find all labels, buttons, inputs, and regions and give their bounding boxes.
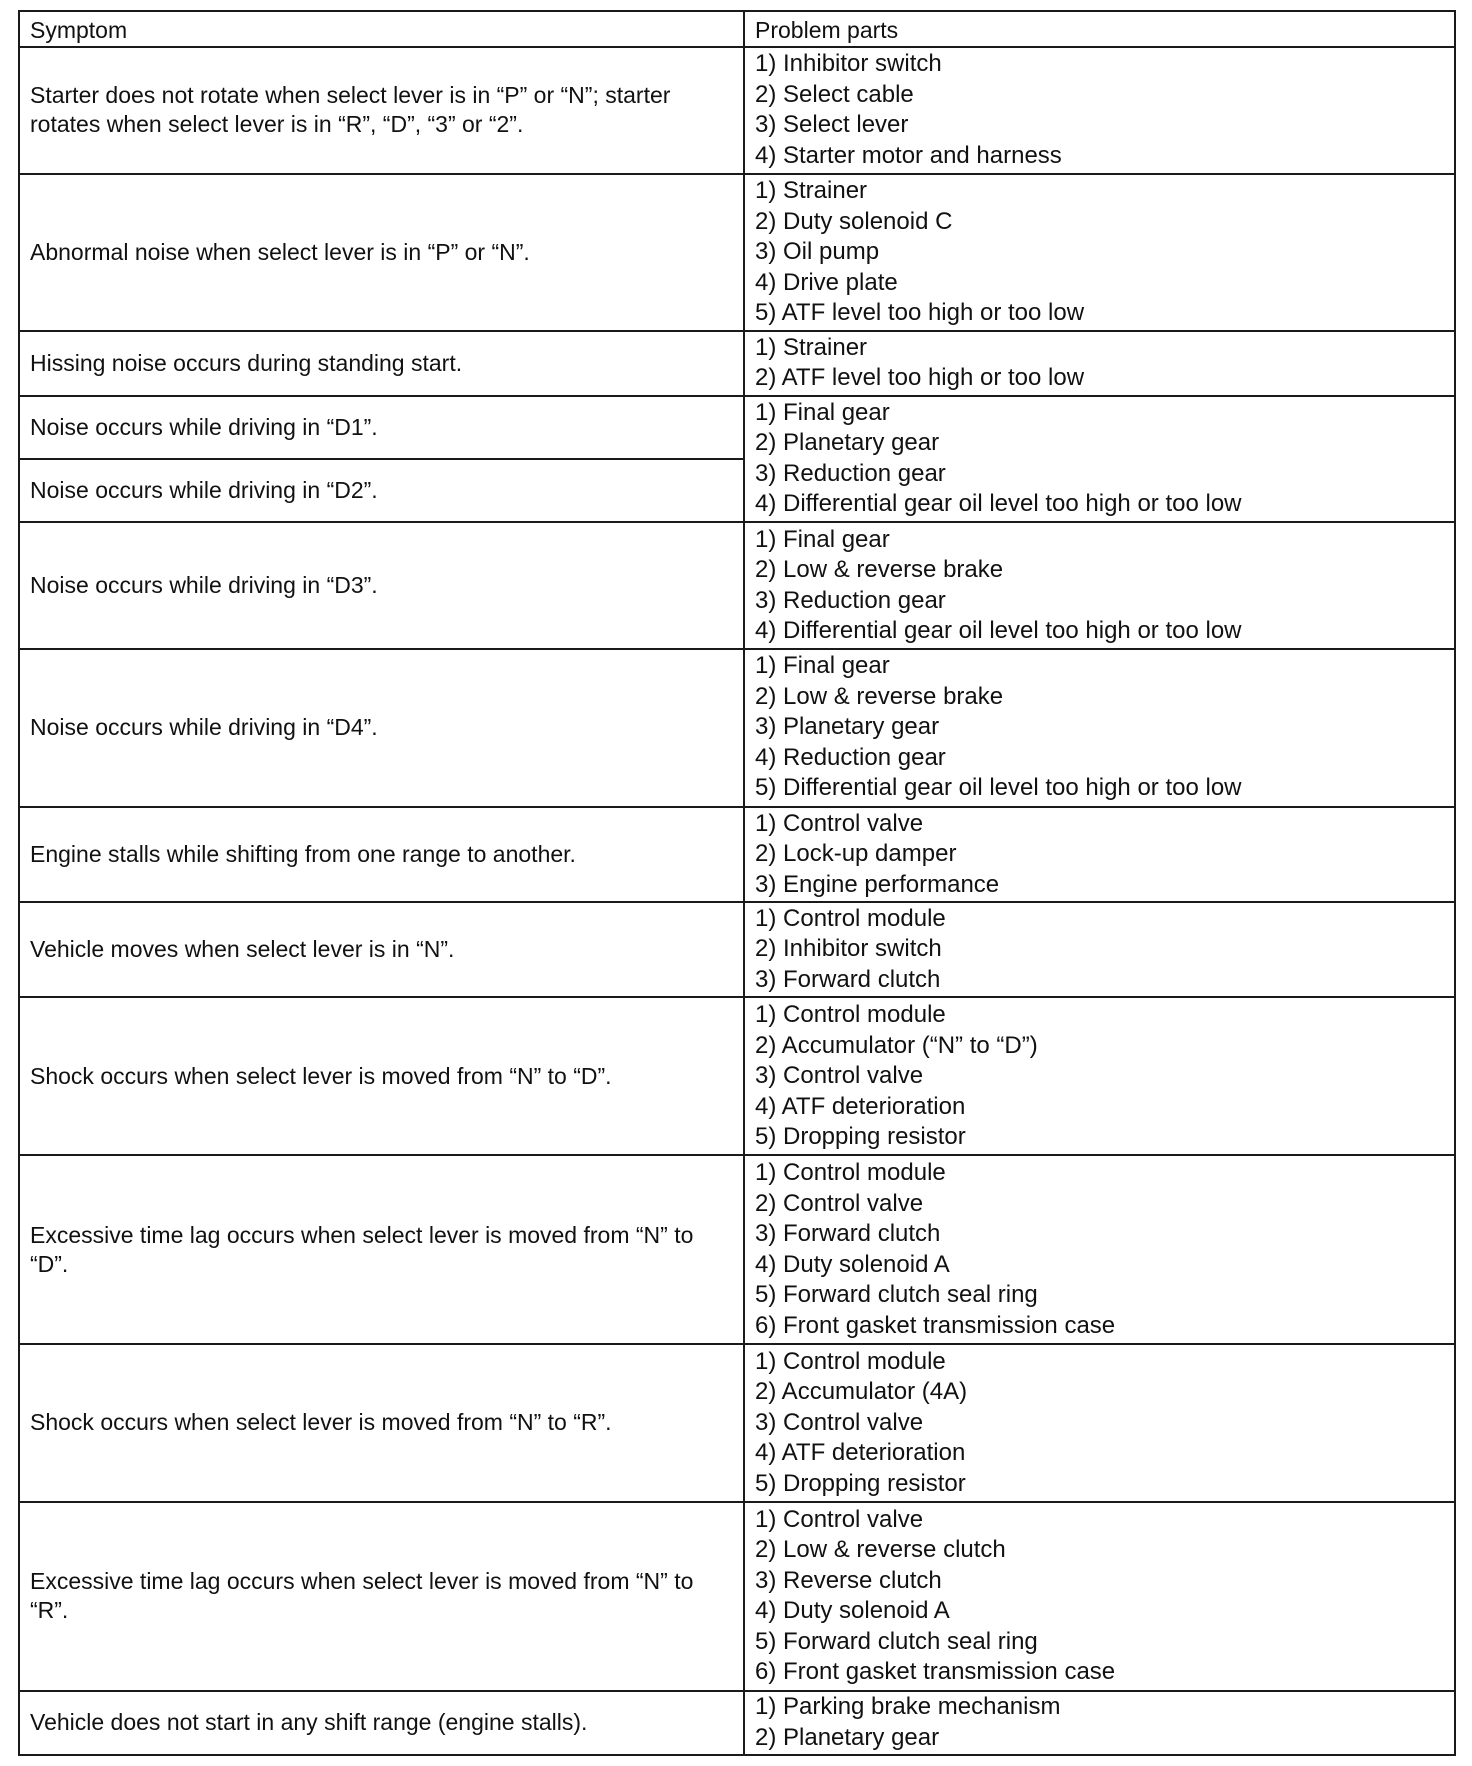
problem-part-item: 1) Control valve (755, 809, 924, 837)
table-row (19, 807, 1455, 902)
problem-part-item: 1) Control module (755, 904, 946, 932)
table-row (19, 331, 1455, 395)
table-row (19, 174, 1455, 332)
symptom-table (18, 10, 1456, 1756)
problem-part-item: 4) ATF deterioration (755, 1439, 966, 1467)
problem-part-item: 3) Forward clutch (755, 1220, 941, 1248)
symptom-text: Excessive time lag occurs when select lever is moved from “N” to “R”. (30, 1568, 694, 1624)
troubleshooting-document (18, 10, 1454, 1756)
problem-part-item: 5) Forward clutch seal ring (755, 1627, 1038, 1655)
symptom-text: Vehicle moves when select lever is in “N”. (30, 936, 455, 963)
problem-parts-cell (744, 396, 1455, 523)
problem-part-item: 2) Duty solenoid C (755, 207, 953, 235)
symptom-cell (19, 1344, 744, 1502)
symptom-cell (19, 807, 744, 902)
problem-parts-cell (744, 1691, 1455, 1755)
problem-part-item: 2) Planetary gear (755, 1723, 940, 1751)
problem-part-item: 3) Reverse clutch (755, 1566, 942, 1594)
problem-parts-cell (744, 1344, 1455, 1502)
symptom-cell (19, 1502, 744, 1691)
problem-part-item: 2) Planetary gear (755, 429, 940, 457)
problem-part-item: 3) Planetary gear (755, 713, 940, 741)
problem-part-item: 2) Accumulator (“N” to “D”) (755, 1031, 1038, 1059)
symptom-text: Engine stalls while shifting from one range to another. (30, 840, 576, 867)
symptom-cell (19, 522, 744, 649)
table-row (19, 1344, 1455, 1502)
problem-parts-cell (744, 997, 1455, 1155)
problem-part-item: 2) Low & reverse brake (755, 682, 1004, 710)
symptom-cell (19, 649, 744, 807)
problem-part-item: 1) Final gear (755, 652, 890, 680)
table-row (19, 47, 1455, 174)
problem-part-item: 2) Lock-up damper (755, 840, 957, 867)
problem-part-item: 2) Control valve (755, 1189, 924, 1217)
problem-part-item: 3) Engine performance (755, 870, 1000, 898)
problem-part-item: 3) Control valve (755, 1408, 924, 1436)
table-row (19, 1155, 1455, 1344)
problem-part-item: 1) Control valve (755, 1505, 924, 1533)
symptom-cell (19, 902, 744, 997)
problem-parts-cell (744, 902, 1455, 997)
symptom-text: Noise occurs while driving in “D1”. (30, 413, 378, 440)
symptom-text: Noise occurs while driving in “D3”. (30, 572, 378, 599)
symptom-text: Shock occurs when select lever is moved from “N” to “D”. (30, 1062, 612, 1089)
symptom-text: Noise occurs while driving in “D2”. (30, 477, 378, 504)
problem-part-item: 4) Duty solenoid A (755, 1597, 950, 1625)
problem-part-item: 6) Front gasket transmission case (755, 1658, 1116, 1686)
problem-part-item: 3) Forward clutch (755, 965, 941, 993)
problem-part-item: 2) Accumulator (4A) (755, 1378, 968, 1406)
symptom-cell (19, 174, 744, 332)
table-row (19, 396, 1455, 459)
symptom-text: Hissing noise occurs during standing start. (30, 349, 463, 376)
table-header-row (19, 11, 1455, 47)
symptom-text: Excessive time lag occurs when select lever is moved from “N” to “D”. (30, 1221, 694, 1277)
problem-parts-cell (744, 331, 1455, 395)
problem-part-item: 3) Control valve (755, 1062, 924, 1090)
problem-part-item: 1) Strainer (755, 177, 868, 205)
problem-part-item: 3) Reduction gear (755, 459, 946, 487)
problem-part-item: 5) Dropping resistor (755, 1123, 966, 1151)
problem-part-item: 1) Inhibitor switch (755, 50, 942, 78)
symptom-cell (19, 459, 744, 522)
problem-part-item: 2) Low & reverse clutch (755, 1536, 1006, 1564)
problem-parts-cell (744, 47, 1455, 174)
problem-part-item: 1) Final gear (755, 525, 890, 553)
problem-parts-cell (744, 649, 1455, 807)
symptom-text: Starter does not rotate when select lever is in “P” or “N”; starter rotates when select lever is in “R”, “D”, “3” or “2”. (30, 82, 671, 138)
problem-part-item: 5) ATF level too high or too low (755, 299, 1085, 327)
problem-parts-cell (744, 807, 1455, 902)
problem-part-item: 2) ATF level too high or too low (755, 364, 1085, 392)
problem-part-item: 4) Duty solenoid A (755, 1250, 950, 1278)
table-row (19, 522, 1455, 649)
symptom-text: Shock occurs when select lever is moved from “N” to “R”. (30, 1409, 612, 1436)
problem-part-item: 4) ATF deterioration (755, 1092, 966, 1120)
problem-part-item: 1) Final gear (755, 398, 890, 426)
table-body (19, 47, 1455, 1755)
symptom-cell (19, 997, 744, 1155)
problem-parts-cell (744, 1502, 1455, 1691)
problem-part-item: 1) Parking brake mechanism (755, 1693, 1061, 1721)
problem-parts-cell (744, 522, 1455, 649)
problem-part-item: 1) Control module (755, 1159, 946, 1187)
problem-part-item: 6) Front gasket transmission case (755, 1311, 1116, 1339)
problem-part-item: 2) Inhibitor switch (755, 935, 942, 963)
symptom-text: Abnormal noise when select lever is in “P” or “N”. (30, 238, 530, 265)
symptom-text: Vehicle does not start in any shift range (engine stalls). (30, 1709, 588, 1736)
table-row (19, 649, 1455, 807)
problem-part-item: 1) Strainer (755, 333, 868, 361)
problem-part-item: 3) Oil pump (755, 238, 880, 266)
problem-part-item: 4) Differential gear oil level too high or too low (755, 617, 1242, 645)
table-row (19, 1691, 1455, 1755)
symptom-cell (19, 1691, 744, 1755)
symptom-cell (19, 331, 744, 395)
symptom-cell (19, 396, 744, 459)
problem-parts-cell (744, 1155, 1455, 1344)
problem-part-item: 5) Forward clutch seal ring (755, 1281, 1038, 1309)
problem-part-item: 1) Control module (755, 1001, 946, 1029)
table-row (19, 997, 1455, 1155)
problem-part-item: 5) Dropping resistor (755, 1469, 966, 1497)
symptom-text: Noise occurs while driving in “D4”. (30, 714, 378, 741)
symptom-cell (19, 1155, 744, 1344)
symptom-cell (19, 47, 744, 174)
problem-part-item: 2) Low & reverse brake (755, 556, 1004, 584)
problem-part-item: 5) Differential gear oil level too high or too low (755, 774, 1242, 802)
problem-part-item: 4) Starter motor and harness (755, 141, 1062, 169)
symptom-column-header: Symptom (19, 11, 744, 47)
problem-part-item: 3) Reduction gear (755, 586, 946, 614)
problem-part-item: 3) Select lever (755, 111, 909, 139)
problem-part-item: 4) Differential gear oil level too high or too low (755, 490, 1242, 518)
problem-part-item: 2) Select cable (755, 80, 914, 108)
problem-part-item: 1) Control module (755, 1347, 946, 1375)
problem-parts-cell (744, 174, 1455, 332)
problem-part-item: 4) Reduction gear (755, 743, 946, 771)
problem-part-item: 4) Drive plate (755, 268, 898, 296)
problem-parts-column-header: Problem parts (744, 11, 1455, 47)
table-row (19, 1502, 1455, 1691)
table-row (19, 902, 1455, 997)
